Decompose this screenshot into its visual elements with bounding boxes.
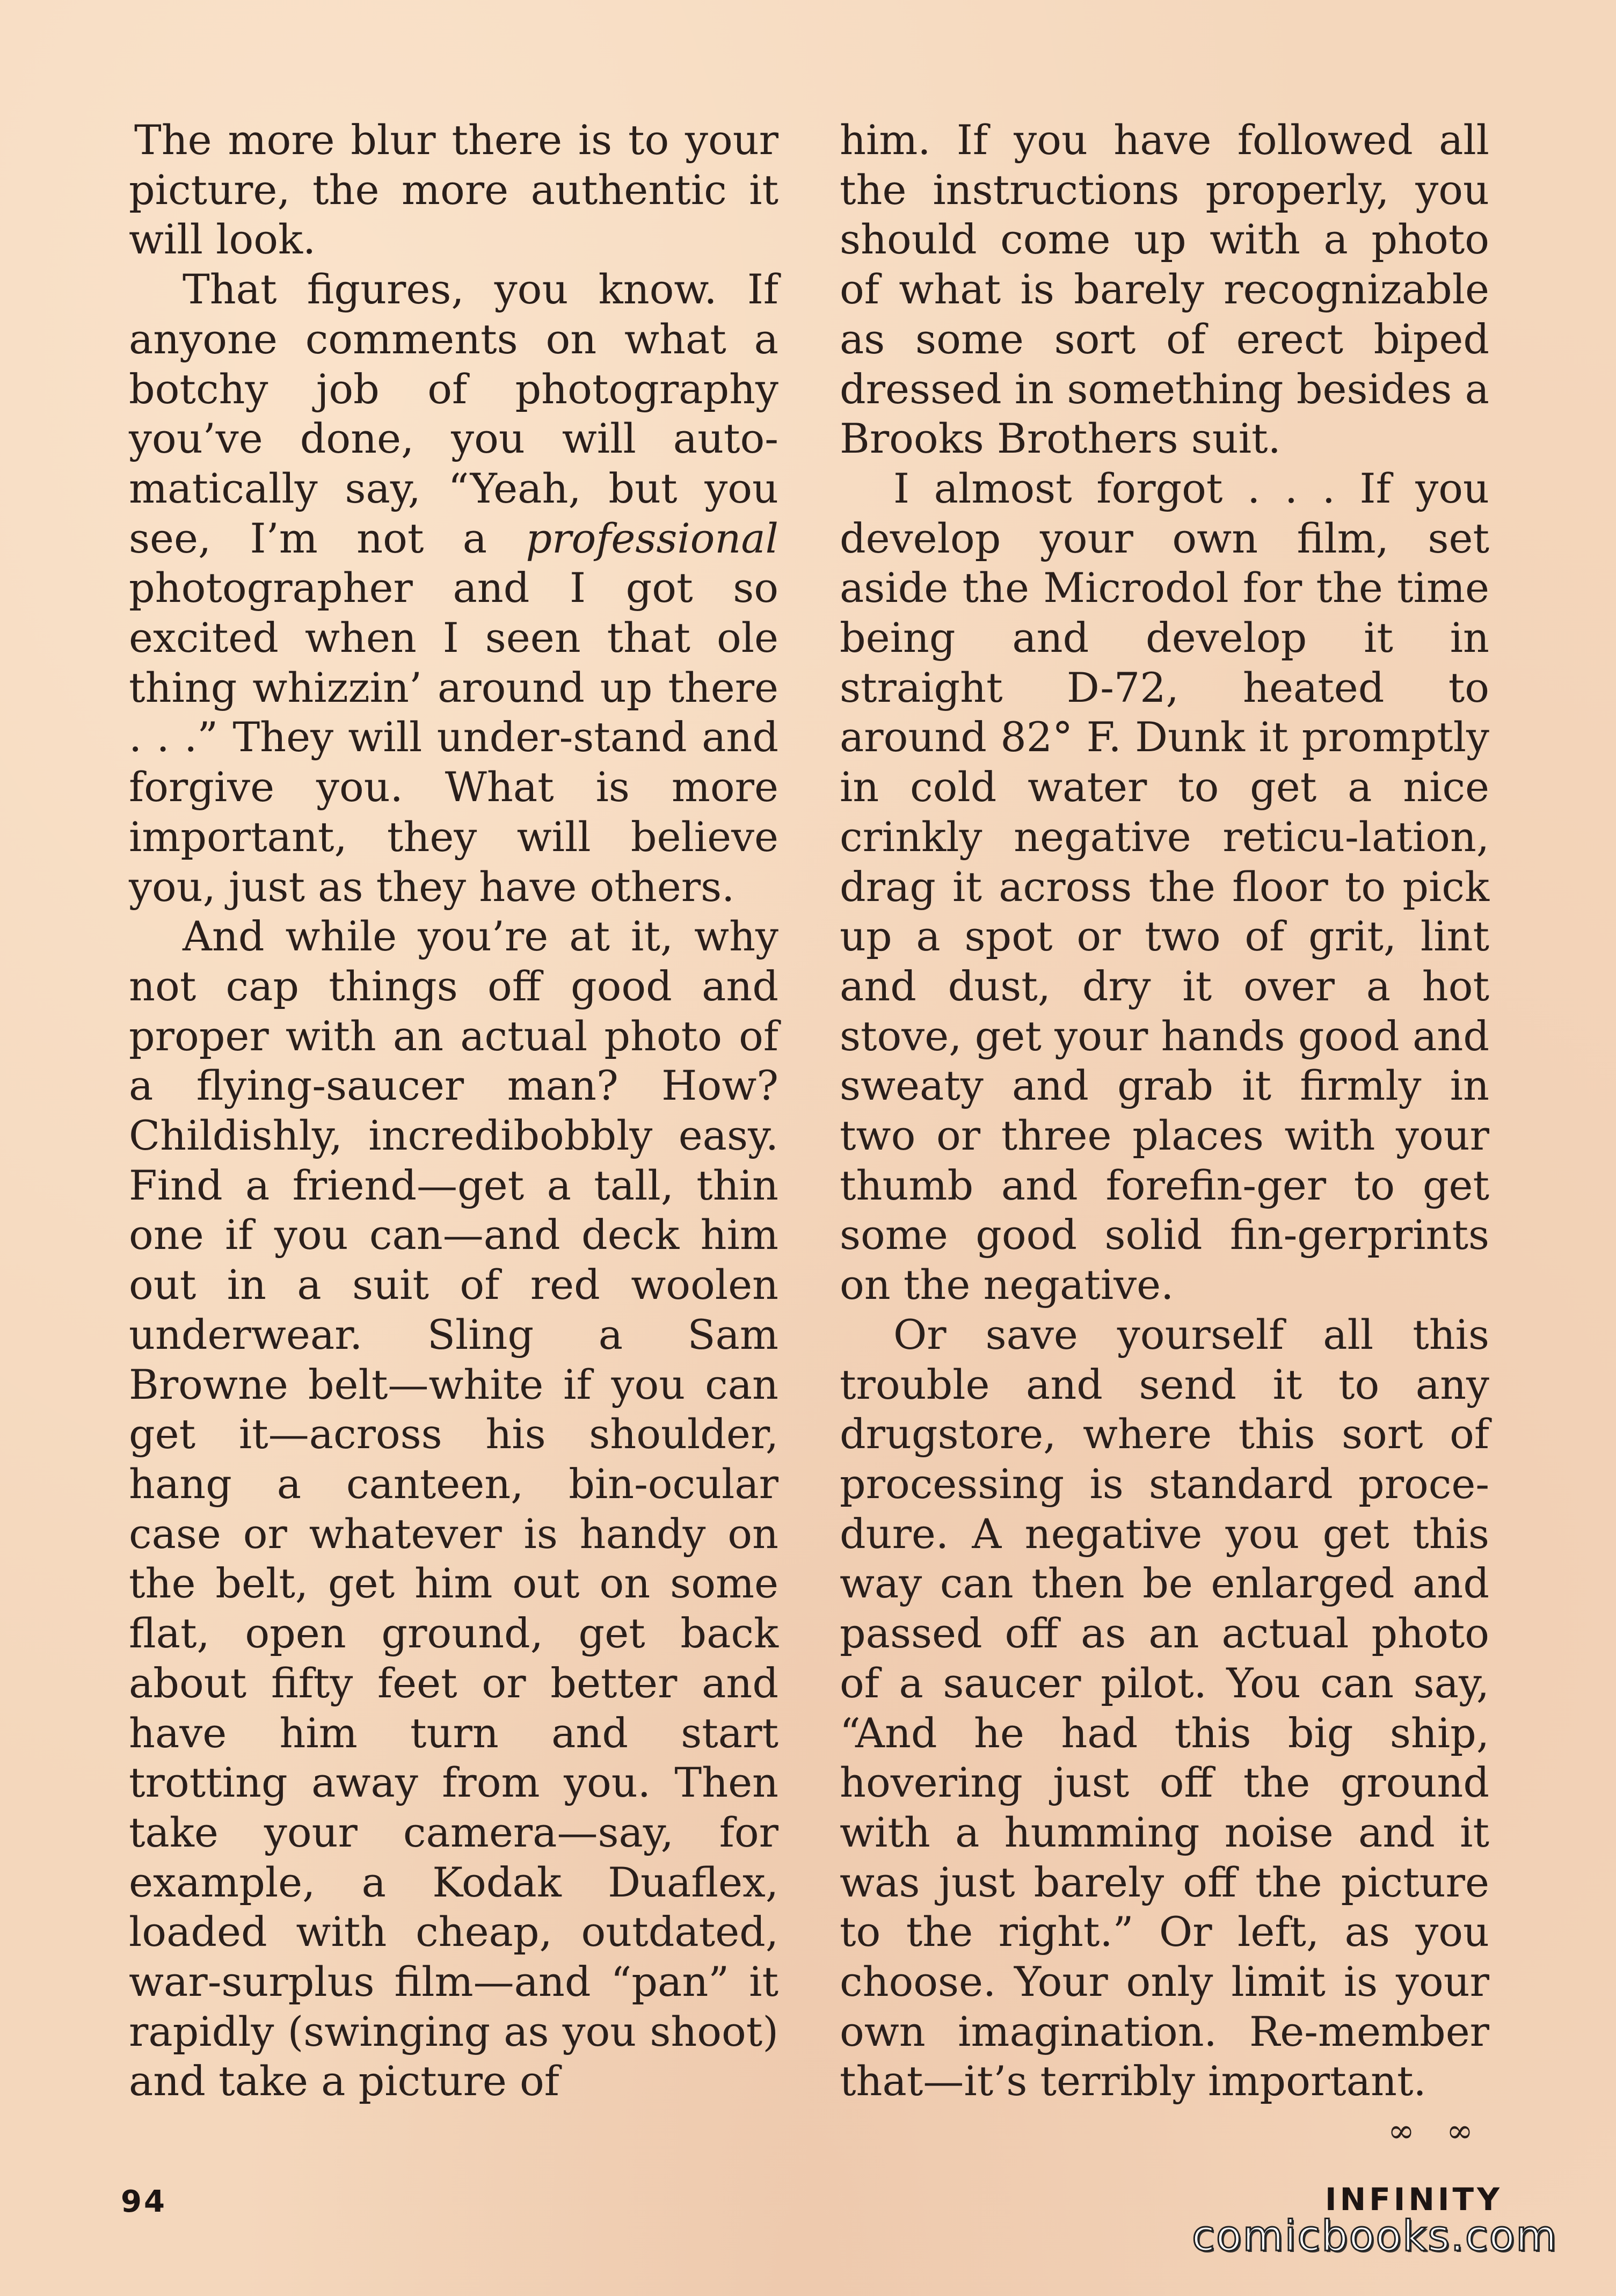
- paragraph-text: photographer and I got so excited when I seen that ole thing whizzin’ around up there . . .” They will under-stand and forgive you. What is more important, they will believe you, just as they have others.: [129, 564, 778, 911]
- paragraph-text: That figures, you know. If anyone comments on what a botchy job of photography you’ve done, you will auto-matically say, “Yeah, but you see, I’m not a: [129, 265, 778, 562]
- end-of-article-mark: ∞ ∞: [1387, 2112, 1484, 2150]
- paragraph: I almost forgot . . . If you develop your own film, set aside the Microdol for the time being and develop it in straight D-72, heated to around 82° F. Dunk it promptly in cold water to get a nice crinkly negative reticu-lation, drag it across the floor to pick up a spot or two of grit, lint and dust, dry it over a hot stove, get your hands good and sweaty and grab it firmly in two or three places with your thumb and forefin-ger to get some good solid fin-gerprints on the negative.: [840, 464, 1489, 1309]
- magazine-name: INFINITY: [1325, 2181, 1503, 2218]
- paragraph-text: Or save yourself all this trouble and send it to any drugstore, where this sort of processing is standard proce-dure. A negative you get this way can then be enlarged and passed off as an actual photo of a saucer pilot. You can say, “And he had this big ship, hovering just off the ground with a humming noise and it was just barely off the picture to the right.” Or left, as you choose. Your only limit is your own imagination. Re-member that—it’s terribly important.: [840, 1310, 1489, 2105]
- italic-word: professional: [526, 514, 778, 562]
- paragraph: him. If you have followed all the instructions properly, you should come up with a photo of what is barely recognizable as some sort of erect biped dressed in something besides a Brooks Brothers suit.: [840, 116, 1489, 463]
- paragraph: [129, 265, 778, 912]
- paragraph: The more blur there is to your picture, the more authentic it will look.: [129, 116, 778, 264]
- page-number: 94: [121, 2184, 167, 2219]
- left-text-column: [129, 115, 778, 2106]
- paragraph: And while you’re at it, why not cap things off good and proper with an actual photo of a flying-saucer man? How? Childishly, incredibobbly easy. Find a friend—get a tall, thin one if you can—and deck him out in a suit of red woolen underwear. Sling a Sam Browne belt—white if you can get it—across his shoulder, hang a canteen, bin-ocular case or whatever is handy on the belt, get him out on some flat, open ground, get back about fifty feet or better and have him turn and start trotting away from you. Then take your camera—say, for example, a Kodak Duaflex, loaded with cheap, outdated, war-surplus film—and “pan” it rapidly (swinging as you shoot) and take a picture of: [129, 912, 778, 2105]
- watermark: comicbooks.com: [1192, 2212, 1558, 2261]
- paragraph: [840, 1310, 1489, 2150]
- right-text-column: [840, 115, 1489, 2156]
